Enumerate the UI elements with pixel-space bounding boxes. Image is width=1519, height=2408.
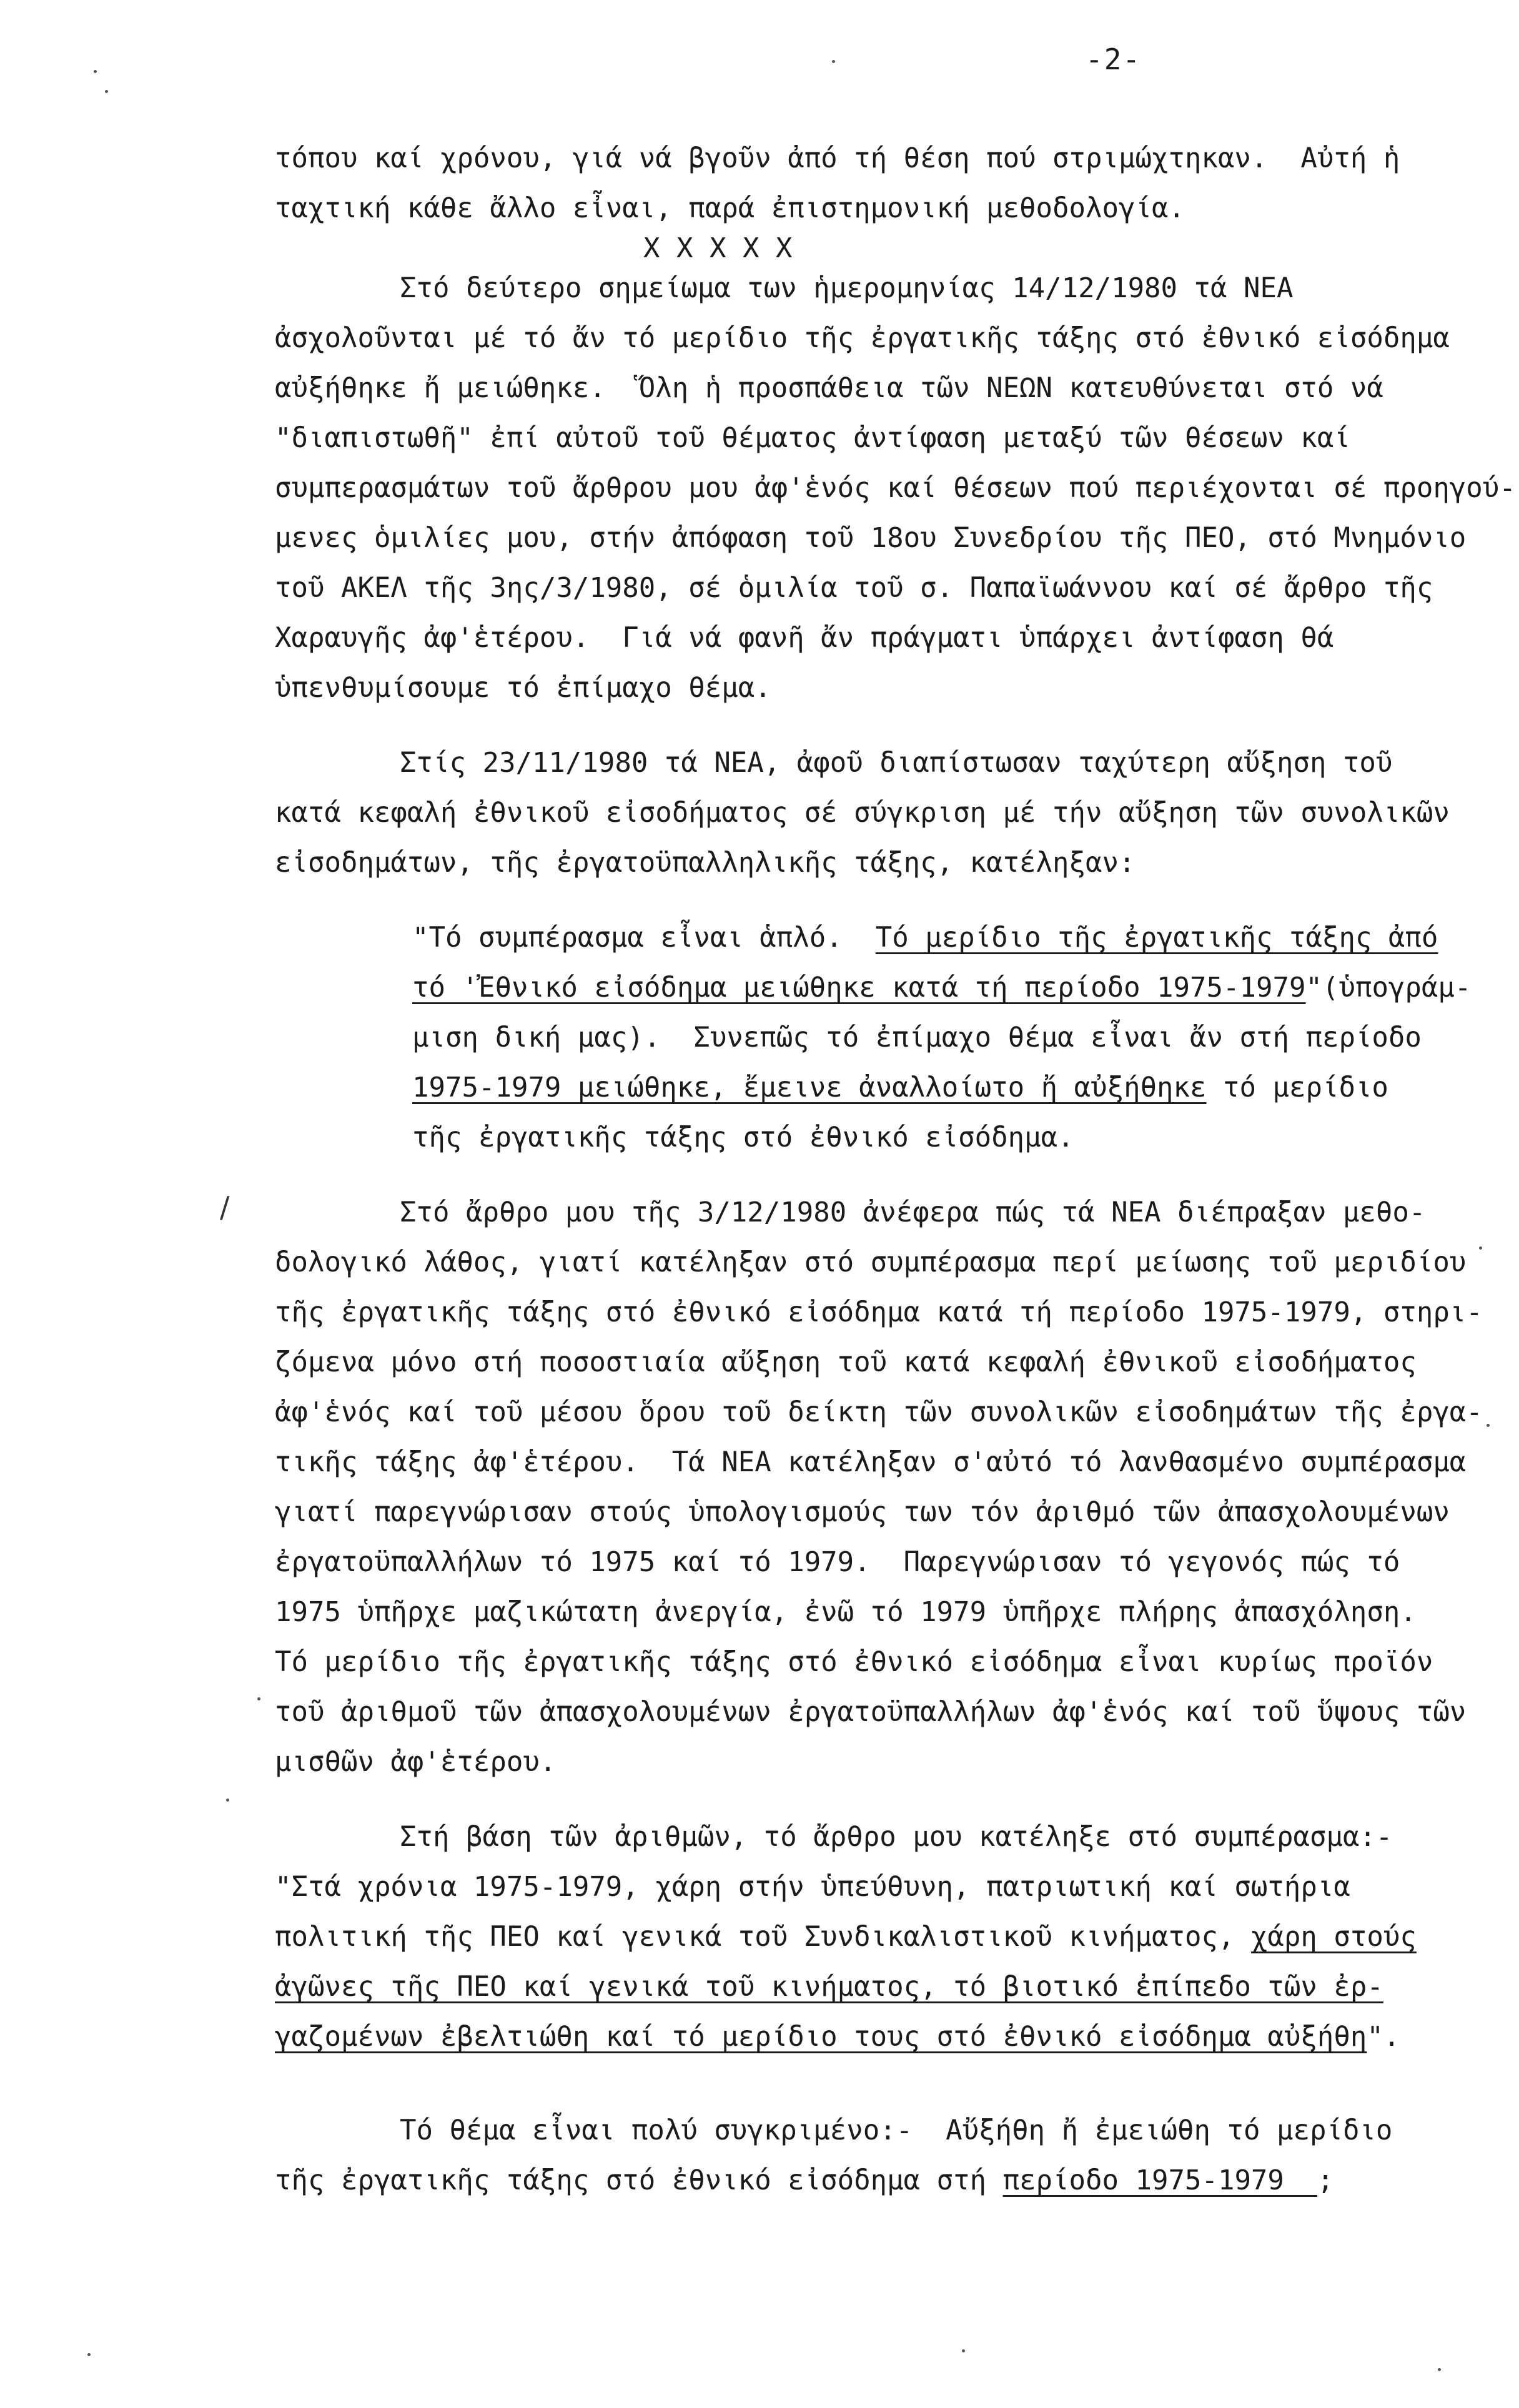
underlined-text: Τό μερίδιο τῆς ἐργατικῆς τάξης ἀπό [875,922,1438,954]
text-line [275,1812,1443,1862]
text-line [275,134,1443,184]
line-text: "Τό συμπέρασμα εἶναι ἁπλό. [412,922,876,954]
line-text: X X X X X [643,232,793,264]
text-line [275,1238,1467,1288]
scan-speck [94,70,97,73]
text-line [275,1537,1443,1587]
line-text: πολιτική τῆς ΠΕΟ καί γενικά τοῦ Συνδικαλιστικοῦ κινήματος, [275,1921,1251,1953]
text-line [275,1063,1443,1113]
paragraph-gap [275,713,1443,738]
scan-speck [832,60,835,63]
line-text-tail: τό μερίδιο [1206,1072,1388,1103]
text-line [275,513,1467,563]
line-text: μισθῶν ἀφ'ἑτέρου. [275,1746,557,1778]
line-text: τῆς ἐργατικῆς τάξης στό ἐθνικό εἰσόδημα κατά τή περίοδο 1975-1979, στηρι- [275,1296,1483,1328]
margin-slash: / [220,1190,230,1224]
underlined-text: γαζομένων ἐβελτιώθη καί τό μερίδιο τους στό ἐθνικό εἰσόδημα αὐξήθη [275,2021,1367,2053]
text-line [275,463,1516,513]
underlined-text: 1975-1979 μειώθηκε, ἔμεινε ἀναλλοίωτο ἤ αὐξήθηκε [412,1072,1207,1103]
line-text: Τό μερίδιο τῆς ἐργατικῆς τάξης στό ἐθνικό εἰσόδημα εἶναι κυρίως προϊόν [275,1646,1433,1678]
text-line [275,663,1443,713]
scan-speck [105,90,108,93]
line-text: ἀσχολοῦνται μέ τό ἄν τό μερίδιο τῆς ἐργατικῆς τάξης στό ἐθνικό εἰσόδημα [275,322,1450,354]
text-line [275,1687,1467,1737]
line-text: αὐξήθηκε ἤ μειώθηκε. Ὅλη ἡ προσπάθεια τῶν ΝΕΩΝ κατευθύνεται στό νά [275,372,1383,404]
text-line [275,1962,1443,2012]
paragraph-gap [275,2062,1443,2106]
text-line [275,2156,1443,2206]
line-text: συμπερασμάτων τοῦ ἄρθρου μου ἀφ'ἑνός καί θέσεων πού περιέχονται σέ προηγού- [275,472,1516,504]
text-line [275,1013,1443,1063]
scan-speck [226,1799,229,1802]
text-line [275,788,1450,838]
line-text: εἰσοδημάτων, τῆς ἐργατοϋπαλληλικῆς τάξης, κατέληξαν: [275,847,1136,879]
line-text: τῆς ἐργατικῆς τάξης στό ἐθνικό εἰσόδημα στή [275,2164,1003,2196]
line-text: "διαπιστωθῆ" ἐπί αὐτοῦ τοῦ θέματος ἀντίφαση μεταξύ τῶν θέσεων καί [275,422,1350,454]
line-text: μιση δική μας). Συνεπῶς τό ἐπίμαχο θέμα εἶναι ἄν στή περίοδο [412,1022,1422,1054]
text-line [275,2106,1443,2156]
text-line [275,1438,1467,1488]
text-line [275,1388,1483,1438]
text-line [275,1338,1443,1388]
scan-speck [1487,1424,1490,1427]
line-text: μενες ὁμιλίες μου, στήν ἀπόφαση τοῦ 18ου Συνεδρίου τῆς ΠΕΟ, στό Μνημόνιο [275,522,1467,554]
text-line [275,1637,1443,1687]
text-line [275,838,1443,888]
line-text: τῆς ἐργατικῆς τάξης στό ἐθνικό εἰσόδημα. [412,1122,1074,1153]
text-line [275,363,1443,413]
line-text: ἐργατοϋπαλλήλων τό 1975 καί τό 1979. Παρεγνώρισαν τό γεγονός πώς τό [275,1546,1400,1578]
scan-speck [257,1697,260,1700]
line-text: δολογικό λάθος, γιατί κατέληξαν στό συμπέρασμα περί μείωσης τοῦ μεριδίου [275,1246,1467,1278]
scan-speck [87,2353,91,2356]
text-line [275,1113,1443,1163]
line-text: Στή βάση τῶν ἀριθμῶν, τό ἄρθρο μου κατέληξε στό συμπέρασμα:- [400,1821,1393,1853]
line-text: Στίς 23/11/1980 τά ΝΕΑ, ἀφοῦ διαπίστωσαν ταχύτερη αὔξηση τοῦ [400,747,1393,779]
line-text: Στό ἄρθρο μου τῆς 3/12/1980 ἀνέφερα πώς τά ΝΕΑ διέπραξαν μεθο- [400,1197,1426,1228]
underlined-text: χάρη στούς [1250,1921,1417,1953]
line-text-tail: "(ὑπογράμ- [1305,972,1472,1004]
text-line [275,963,1472,1013]
text-line [275,234,1443,264]
text-line [275,1862,1443,1912]
line-text: τόπου καί χρόνου, γιά νά βγοῦν ἀπό τή θέση πού στριμώχτηκαν. Αὐτή ἡ [275,142,1400,174]
text-line [275,1912,1443,1962]
line-text: Χαραυγῆς ἀφ'ἑτέρου. Γιά νά φανῆ ἄν πράγματι ὑπάρχει ἀντίφαση θά [275,622,1334,654]
line-text: κατά κεφαλή ἐθνικοῦ εἰσοδήματος σέ σύγκριση μέ τήν αὔξηση τῶν συνολικῶν [275,797,1450,829]
text-line [275,1188,1443,1238]
line-text: ὑπενθυμίσουμε τό ἐπίμαχο θέμα. [275,672,771,704]
text-line [275,1488,1450,1537]
line-text: γιατί παρεγνώρισαν στούς ὑπολογισμούς των τόν ἀριθμό τῶν ἀπασχολουμένων [275,1496,1450,1528]
line-text: τοῦ ΑΚΕΛ τῆς 3ης/3/1980, σέ ὁμιλία τοῦ σ. Παπαϊωάννου καί σέ ἄρθρο τῆς [275,572,1433,604]
line-text-tail: ". [1367,2021,1400,2053]
underlined-text: ἀγῶνες τῆς ΠΕΟ καί γενικά τοῦ κινήματος, τό βιοτικό ἐπίπεδο τῶν ἐρ- [275,1971,1383,2003]
text-line [275,313,1450,363]
line-text: τοῦ ἀριθμοῦ τῶν ἀπασχολουμένων ἐργατοϋπαλλήλων ἀφ'ἑνός καί τοῦ ὕψους τῶν [275,1696,1467,1728]
line-text: "Στά χρόνια 1975-1979, χάρη στήν ὑπεύθυνη, πατριωτική καί σωτήρια [275,1871,1350,1903]
underlined-text: τό 'Ἐθνικό εἰσόδημα μειώθηκε κατά τή περίοδο 1975-1979 [412,972,1306,1004]
scan-speck [1438,2368,1441,2371]
text-line [275,413,1443,463]
text-line [275,2012,1443,2062]
text-line [275,1737,1443,1787]
line-text: τικῆς τάξης ἀφ'ἑτέρου. Τά ΝΕΑ κατέληξαν σ'αὐτό τό λανθασμένο συμπέρασμα [275,1446,1467,1478]
line-text: ἀφ'ἑνός καί τοῦ μέσου ὅρου τοῦ δείκτη τῶν συνολικῶν εἰσοδημάτων τῆς ἐργα- [275,1396,1483,1428]
page-number: -2- [1086,42,1142,76]
line-text: ταχτική κάθε ἄλλο εἶναι, παρά ἐπιστημονική μεθοδολογία. [275,192,1185,224]
line-text: 1975 ὑπῆρχε μαζικώτατη ἀνεργία, ἐνῶ τό 1979 ὑπῆρχε πλήρης ἀπασχόληση. [275,1596,1417,1628]
line-text: Στό δεύτερο σημείωμα των ἡμερομηνίας 14/12/1980 τά ΝΕΑ [400,272,1294,304]
paragraph-gap [275,888,1443,913]
line-text-tail: ; [1317,2164,1334,2196]
line-text: Τό θέμα εἶναι πολύ συγκριμένο:- Αὔξήθη ἤ ἐμειώθη τό μερίδιο [400,2114,1393,2146]
scan-speck [962,2349,965,2352]
underlined-text: περίοδο 1975-1979 [1002,2164,1317,2196]
paragraph-gap [275,1787,1443,1812]
document-body [275,134,1516,2206]
text-line [275,264,1443,313]
text-line [275,184,1443,234]
text-line [275,738,1443,788]
text-line [275,613,1443,663]
text-line [275,1288,1483,1338]
scan-speck [1479,1246,1482,1250]
line-text: ζόμενα μόνο στή ποσοστιαία αὔξηση τοῦ κατά κεφαλή ἐθνικοῦ εἰσοδήματος [275,1346,1417,1378]
text-line [275,1587,1443,1637]
paragraph-gap [275,1163,1443,1188]
text-line [275,563,1443,613]
text-line [275,913,1443,963]
